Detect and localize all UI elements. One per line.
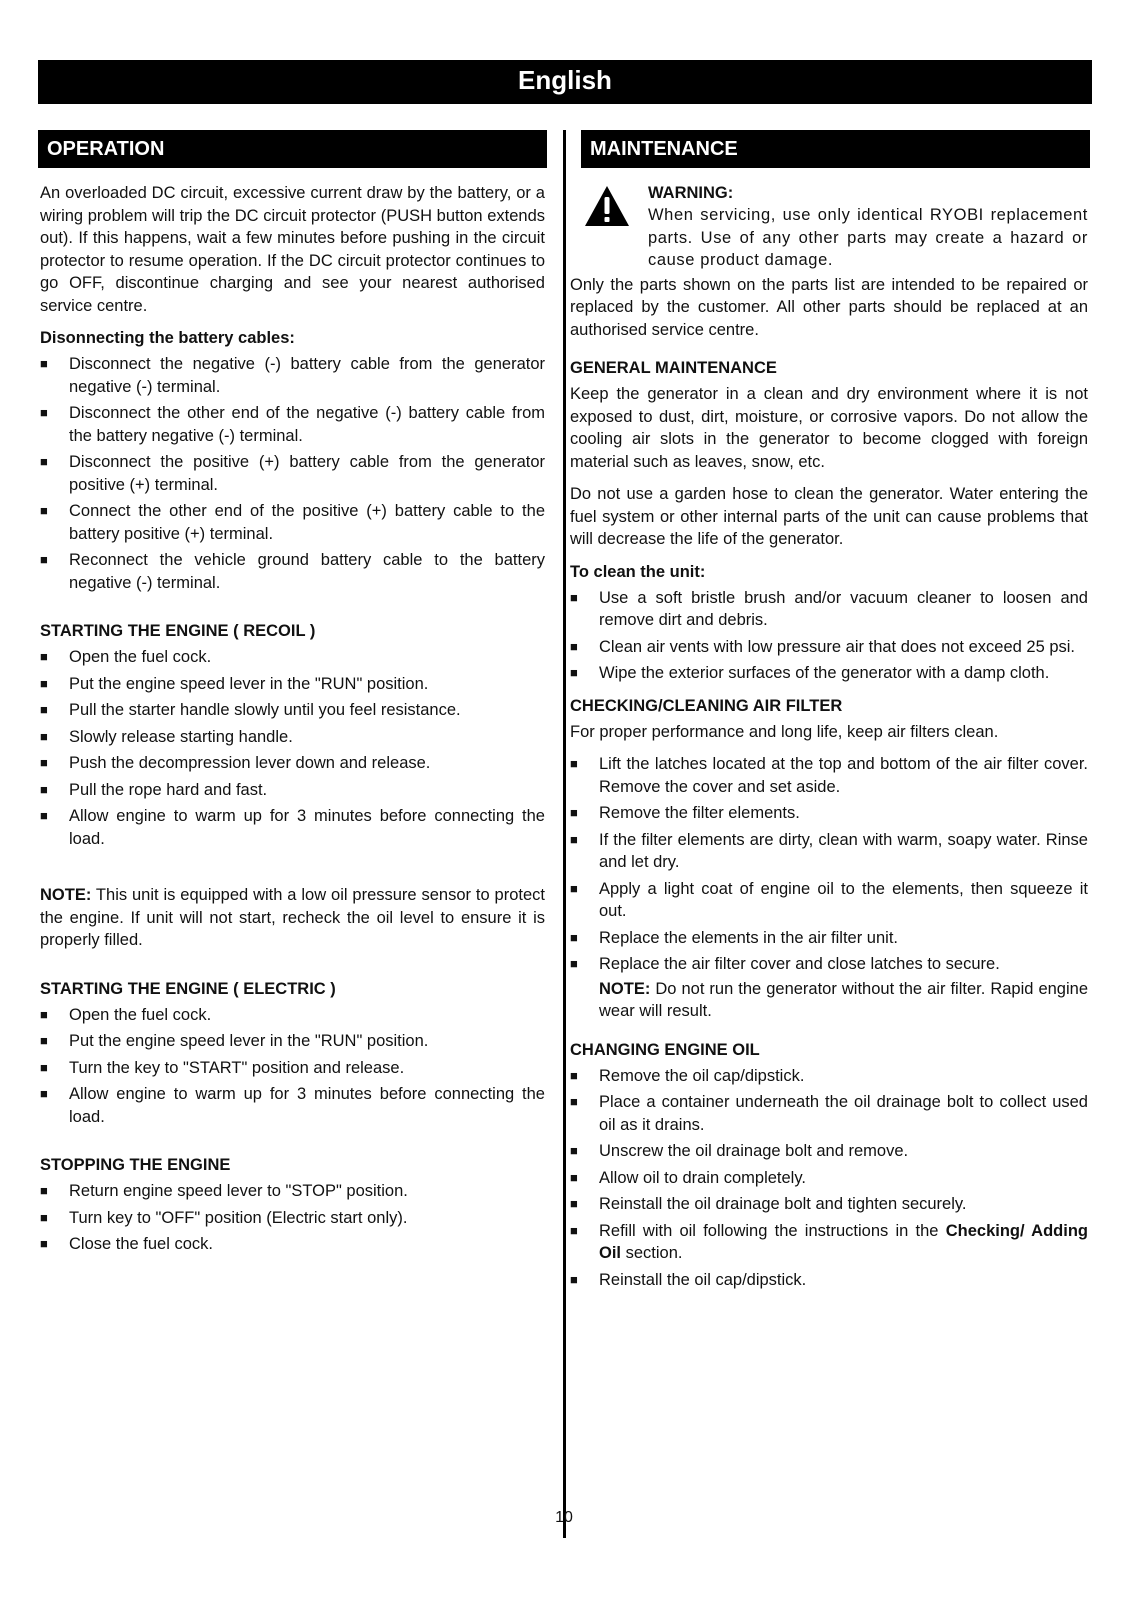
electric-heading: STARTING THE ENGINE ( ELECTRIC ) [40,979,336,998]
list-item: ■ Open the fuel cock. [40,646,545,669]
list-item: ■ Use a soft bristle brush and/or vacuum cleaner to loosen and remove dirt and debris. [570,587,1088,632]
list-item: ■ Push the decompression lever down and release. [40,752,545,775]
air-filter-heading: CHECKING/CLEANING AIR FILTER [570,696,843,715]
stopping-list [40,1180,545,1256]
list-item: ■ Pull the starter handle slowly until you feel resistance. [40,699,545,722]
oil-heading: CHANGING ENGINE OIL [570,1040,760,1059]
list-item: ■ Allow engine to warm up for 3 minutes before connecting the load. [40,805,545,850]
operation-intro: An overloaded DC circuit, excessive current draw by the battery, or a wiring problem will trip the DC circuit protector (PUSH button extends out). If this happens, wait a few minutes before pushing in the circuit protector to resume operation. If the DC circuit protector continues to go OFF, discontinue charging and see your nearest authorised service centre. [40,184,545,315]
list-item: ■ Lift the latches located at the top and bottom of the air filter cover. Remove the cover and set aside. [570,753,1088,798]
list-item: ■ Allow oil to drain completely. [570,1167,1088,1190]
air-filter-note [570,978,1088,1023]
recoil-list [40,646,545,850]
clean-list [570,587,1088,685]
disconnect-heading: Disonnecting the battery cables: [40,329,295,347]
disconnect-list [40,353,545,594]
list-item: ■ Unscrew the oil drainage bolt and remove. [570,1140,1088,1163]
maintenance-column [570,130,1088,1301]
clean-section [570,561,1088,1292]
list-item: ■ If the filter elements are dirty, clean with warm, soapy water. Rinse and let dry. [570,829,1088,874]
column-divider [563,130,566,1538]
recoil-heading: STARTING THE ENGINE ( RECOIL ) [40,622,316,640]
warning-text: When servicing, use only identical RYOBI replacement parts. Use of any other parts may create a hazard or cause product damage. [648,206,1088,269]
refill-pre: Refill with oil following the instructions in the [599,1221,946,1240]
electric-list [40,1004,545,1129]
warning-title: WARNING: [648,184,734,202]
list-item: ■ Wipe the exterior surfaces of the generator with a damp cloth. [570,662,1088,685]
list-item: ■ Reinstall the oil drainage bolt and tighten securely. [570,1193,1088,1216]
air-filter-note-text: Do not run the generator without the air filter. Rapid engine wear will result. [599,979,1088,1020]
general-maintenance-heading: GENERAL MAINTENANCE [570,359,777,377]
list-item: ■ Remove the oil cap/dipstick. [570,1065,1088,1088]
list-item: ■ Open the fuel cock. [40,1004,545,1027]
list-item: ■ Pull the rope hard and fast. [40,779,545,802]
list-item: ■ Allow engine to warm up for 3 minutes before connecting the load. [40,1083,545,1128]
list-item: ■ Remove the filter elements. [570,802,1088,825]
operation-header: OPERATION [38,130,547,168]
list-item: ■ Disconnect the negative (-) battery cable from the generator negative (-) terminal. [40,353,545,398]
list-item: ■ Return engine speed lever to "STOP" position. [40,1180,545,1203]
oil-sensor-note [40,884,545,952]
parts-text: Only the parts shown on the parts list are intended to be repaired or replaced by the customer. All other parts should be replaced at an authorised service centre. [570,275,1088,339]
air-filter-note-label: NOTE: [599,979,651,998]
air-filter-intro: For proper performance and long life, keep air filters clean. [570,722,999,741]
list-item: ■ Connect the other end of the positive (+) battery cable to the battery positive (+) terminal. [40,500,545,545]
page-banner: English [38,60,1092,104]
note-label: NOTE: [40,886,92,904]
list-item: ■ Place a container underneath the oil drainage bolt to collect used oil as it drains. [570,1091,1088,1136]
list-item: ■ Close the fuel cock. [40,1233,545,1256]
list-item: ■ Slowly release starting handle. [40,726,545,749]
list-item: ■ Reconnect the vehicle ground battery cable to the battery negative (-) terminal. [40,549,545,594]
list-item: ■ Replace the elements in the air filter unit. [570,927,1088,950]
list-item: ■ Put the engine speed lever in the "RUN" position. [40,673,545,696]
page-number: 10 [555,1509,573,1526]
note-text: This unit is equipped with a low oil pressure sensor to protect the engine. If unit will not start, recheck the oil level to ensure it is properly filled. [40,886,545,949]
list-item: ■ Replace the air filter cover and close latches to secure. [570,953,1088,976]
list-item: ■ Apply a light coat of engine oil to the elements, then squeeze it out. [570,878,1088,923]
list-item: ■ Disconnect the other end of the negative (-) battery cable from the battery negative (-) terminal. [40,402,545,447]
list-item: ■ Turn the key to "START" position and release. [40,1057,545,1080]
list-item: ■ Disconnect the positive (+) battery cable from the generator positive (+) terminal. [40,451,545,496]
general-maintenance-p1: Keep the generator in a clean and dry environment where it is not exposed to dust, dirt, moisture, or corrosive vapors. Do not allow the cooling air slots in the generator to become clogged with foreign material such as leaves, snow, etc. [570,385,1088,471]
clean-heading: To clean the unit: [570,562,706,581]
maintenance-header: MAINTENANCE [581,130,1090,168]
list-item: ■ Put the engine speed lever in the "RUN" position. [40,1030,545,1053]
stopping-heading: STOPPING THE ENGINE [40,1156,231,1174]
refill-item [570,1220,1088,1265]
refill-reference: Checking/ Adding Oil [599,1221,1088,1262]
air-filter-list [570,753,1088,976]
oil-list [570,1065,1088,1292]
warning-triangle-icon [583,184,631,228]
operation-column [40,130,545,1266]
refill-post: section. [621,1244,683,1262]
warning-block [583,182,1088,272]
list-item: ■ Turn key to "OFF" position (Electric start only). [40,1207,545,1230]
list-item: ■ Clean air vents with low pressure air that does not exceed 25 psi. [570,636,1088,659]
general-maintenance-p2: Do not use a garden hose to clean the generator. Water entering the fuel system or other internal parts of the unit can cause problems that will decrease the life of the generator. [570,485,1088,548]
list-item: ■ Reinstall the oil cap/dipstick. [570,1269,1088,1292]
